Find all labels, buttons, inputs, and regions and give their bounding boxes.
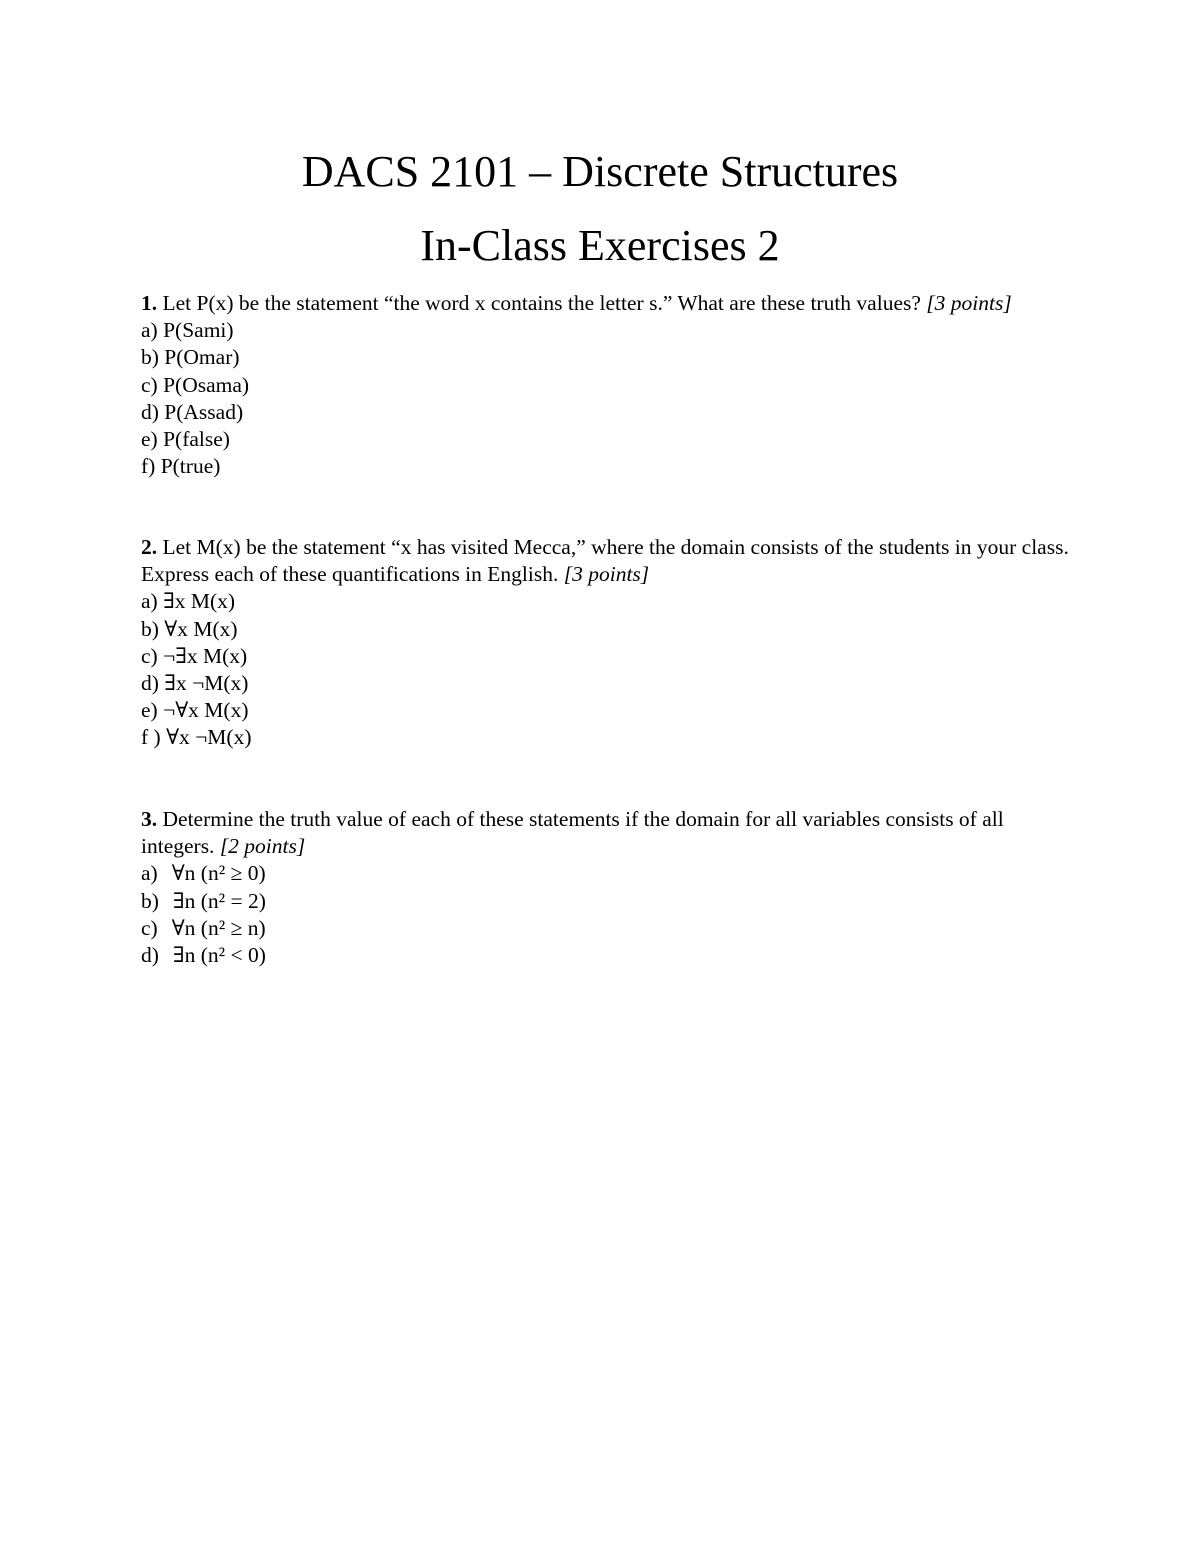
question-3-item-b (141, 888, 1071, 915)
question-text: Determine the truth value of each of these statements if the domain for all variables consists of all integers. (141, 807, 1004, 859)
item-expression: ∀n (n² ≥ n) (171, 915, 266, 940)
points-label: [3 points] (926, 291, 1012, 315)
question-text: Let M(x) be the statement “x has visited Mecca,” where the domain consists of the students in your class. (157, 535, 1069, 559)
question-2-item-b: b) ∀x M(x) (141, 616, 238, 641)
question-number: 1. (141, 291, 158, 315)
exercise-title: In-Class Exercises 2 (420, 221, 780, 270)
question-1-item-e: e) P(false) (141, 427, 230, 452)
question-3-prompt (141, 806, 1071, 860)
question-1-item-c: c) P(Osama) (141, 372, 250, 397)
points-label: [3 points] (563, 562, 650, 587)
question-2-item-d: d) ∃x ¬M(x) (141, 671, 249, 696)
question-1-item-f: f) P(true) (141, 454, 221, 479)
question-text: Let P(x) be the statement “the word x contains the letter s.” What are these truth values? (157, 291, 927, 315)
question-3-item-d (141, 942, 1071, 969)
item-label: b) (141, 888, 159, 913)
question-number: 2. (141, 535, 158, 559)
question-1-item-a: a) P(Sami) (141, 318, 234, 343)
question-2-item-a: a) ∃x M(x) (141, 589, 236, 614)
question-number: 3. (141, 807, 158, 831)
instruction-text: Express each of these quantifications in English. (141, 562, 564, 587)
question-2-instruction (141, 561, 1071, 588)
item-expression: ∃n (n² = 2) (172, 888, 266, 913)
course-title: DACS 2101 – Discrete Structures (301, 147, 899, 196)
question-2-item-c: c) ¬∃x M(x) (141, 643, 248, 668)
question-2-item-f: f ) ∀x ¬M(x) (141, 725, 252, 750)
item-label: a) (141, 861, 158, 886)
question-1 (141, 290, 1071, 480)
question-2-prompt (141, 534, 1071, 561)
question-3 (141, 806, 1071, 969)
item-label: d) (141, 943, 159, 968)
question-1-item-b: b) P(Omar) (141, 345, 240, 370)
question-3-item-c (141, 915, 1071, 942)
question-2-item-e: e) ¬∀x M(x) (141, 698, 249, 723)
item-expression: ∃n (n² < 0) (172, 943, 266, 968)
item-label: c) (141, 915, 158, 940)
question-3-item-a (141, 860, 1071, 887)
question-2 (141, 534, 1071, 752)
item-expression: ∀n (n² ≥ 0) (171, 861, 266, 886)
question-1-prompt (141, 290, 1071, 317)
question-1-item-d: d) P(Assad) (141, 399, 244, 424)
points-label: [2 points] (219, 834, 306, 859)
